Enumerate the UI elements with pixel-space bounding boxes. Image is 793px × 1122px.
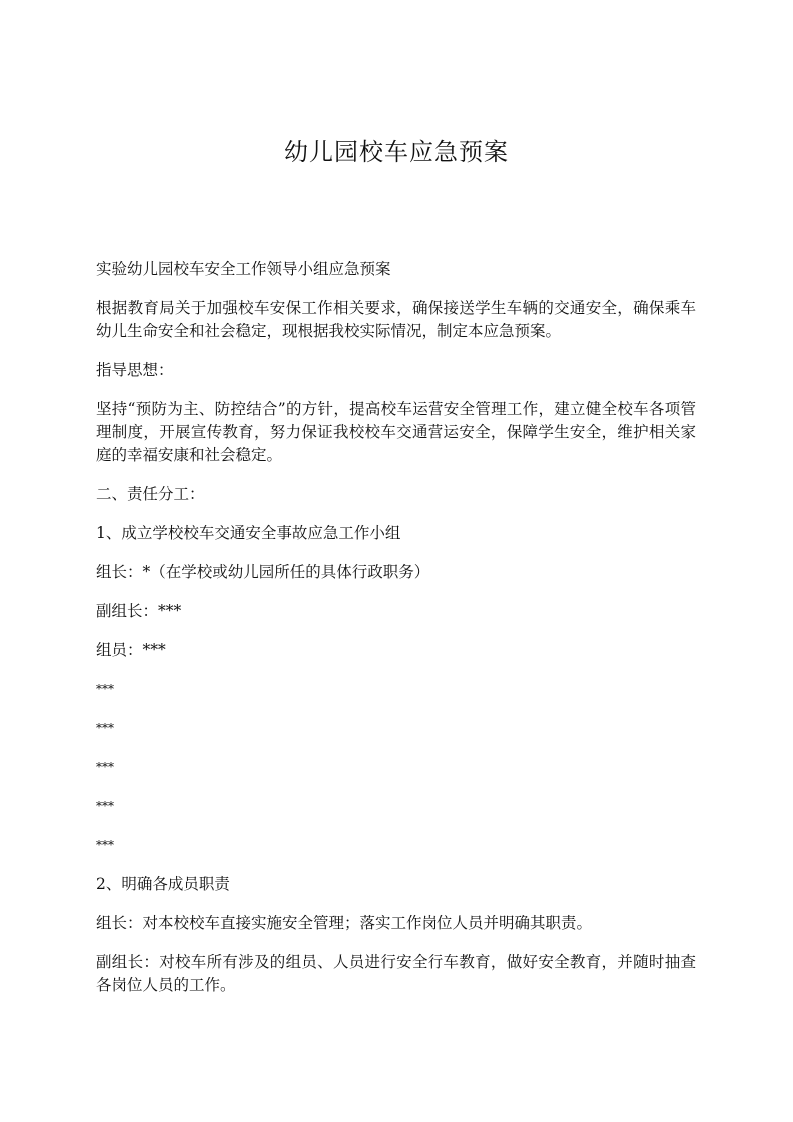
member-placeholder: ***: [96, 799, 114, 813]
paragraph-guiding-text: 坚持“预防为主、防控结合”的方针，提高校车运营安全管理工作，建立健全校车各项管理制度，开展宣传教育，努力保证我校校车交通营运安全，保障学生安全，维护相关家庭的幸福安康和社会稳定。: [96, 400, 696, 464]
paragraph-section-two-heading: 二、责任分工：: [96, 485, 205, 503]
paragraph-intro: 根据教育局关于加强校车安保工作相关要求，确保接送学生车辆的交通安全，确保乘车幼儿生命安全和社会稳定，现根据我校实际情况，制定本应急预案。: [96, 299, 696, 340]
document-title: 幼儿园校车应急预案: [284, 138, 509, 166]
paragraph-guiding-heading: 指导思想：: [96, 361, 174, 379]
paragraph-group-leader: 组长：*（在学校或幼儿园所任的具体行政职务）: [96, 563, 430, 581]
paragraph-item-one: 1、成立学校校车交通安全事故应急工作小组: [96, 524, 401, 542]
paragraph-deputy-leader: 副组长：***: [96, 602, 182, 620]
paragraph-deputy-duty: 副组长：对校车所有涉及的组员、人员进行安全行车教育，做好安全教育，并随时抽查各岗位人员的工作。: [96, 953, 696, 994]
document-body: [96, 258, 696, 1013]
paragraph-leader-duty: 组长：对本校校车直接实施安全管理；落实工作岗位人员并明确其职责。: [96, 914, 593, 932]
member-placeholder: ***: [96, 721, 114, 735]
paragraph-subtitle: 实验幼儿园校车安全工作领导小组应急预案: [96, 260, 391, 278]
member-placeholder: ***: [96, 838, 114, 852]
member-placeholder: ***: [96, 682, 114, 696]
member-placeholder: ***: [96, 760, 114, 774]
paragraph-item-two: 2、明确各成员职责: [96, 875, 230, 893]
paragraph-members: 组员：***: [96, 641, 166, 659]
